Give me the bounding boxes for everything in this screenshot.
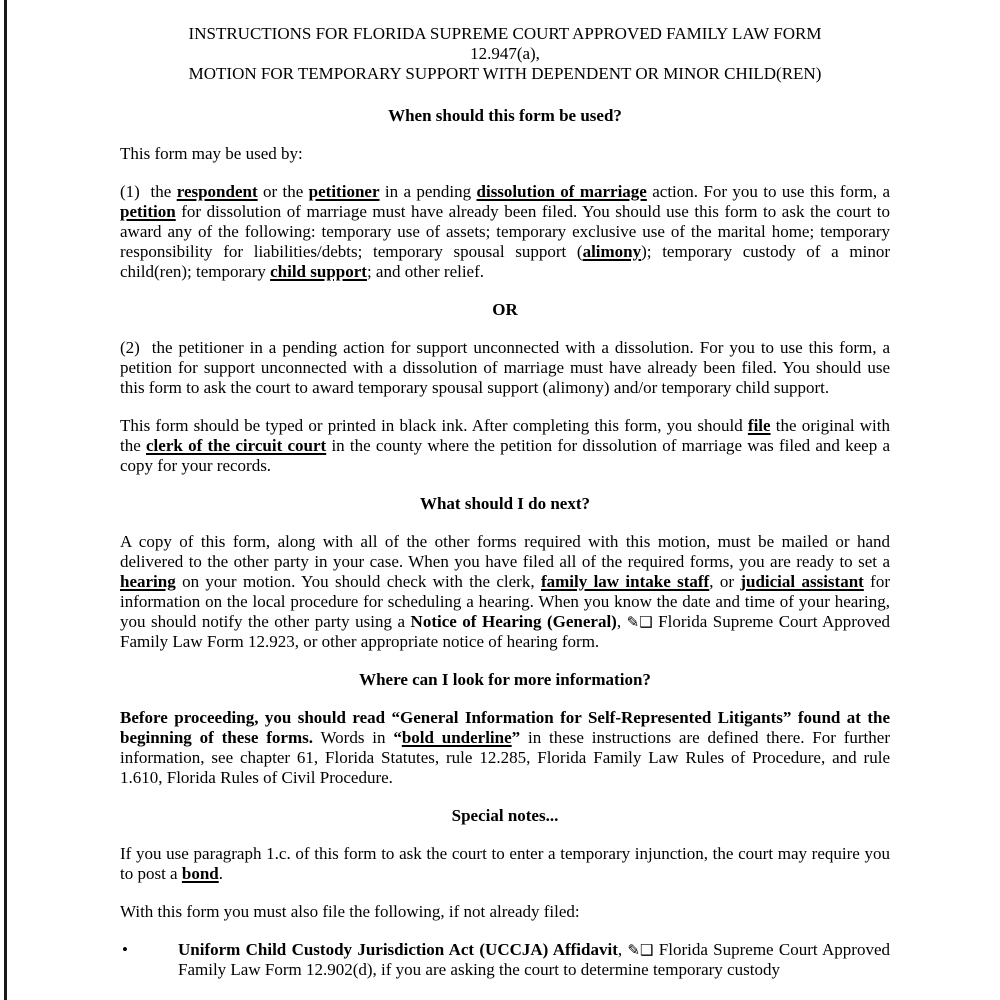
section-heading: What should I do next?: [419, 494, 591, 513]
bullet-item: [120, 940, 890, 980]
text-run: in a pending: [379, 182, 477, 201]
text-run: in these instructions are defined there. For further information, see chapter 61, Florida Statutes, rule 12.285, Florida Family Law Rules of Procedure, and rule 1.610, Florida Rules of Civil Procedure.: [120, 728, 890, 787]
text-run: in the county where the petition for dissolution of marriage was filed and keep a copy for your records.: [120, 436, 891, 475]
text-run: This form should be typed or printed in black ink. After completing this form, you should: [120, 416, 748, 435]
text-run: bold underline: [401, 728, 512, 747]
text-run: child support: [270, 262, 367, 281]
checkbox-icon: ❑: [639, 613, 653, 631]
paragraph: [120, 338, 890, 398]
title-line-1: INSTRUCTIONS FOR FLORIDA SUPREME COURT APPROVED FAMILY LAW FORM: [188, 24, 822, 43]
paragraph: [120, 144, 890, 164]
paragraph: [120, 182, 890, 282]
text-run: A copy of this form, along with all of the other forms required with this motion, must be mailed or hand delivered to the other party in your case. When you have filed all of the required forms, you are ready to set a: [120, 532, 890, 571]
text-run: hearing: [120, 572, 176, 591]
text-run: With this form you must also file the following, if not already filed:: [120, 902, 580, 921]
text-run: on your motion. You should check with the clerk,: [175, 572, 541, 591]
text-run: This form may be used by:: [120, 144, 303, 163]
page-edge-line: [4, 0, 7, 1000]
text-run: Florida Supreme Court Approved Family Law Form 12.902(d), if you are asking the court to determine temporary custody: [178, 940, 890, 979]
text-run: (1) the: [120, 182, 177, 201]
text-run: file: [747, 416, 771, 435]
paragraph: [120, 708, 890, 788]
text-run: ,: [617, 940, 628, 959]
text-run: ,: [616, 612, 627, 631]
text-run: alimony: [582, 242, 642, 261]
title-line-2: 12.947(a),: [470, 44, 540, 63]
title-line-3: MOTION FOR TEMPORARY SUPPORT WITH DEPENDENT OR MINOR CHILD(REN): [188, 64, 822, 83]
text-run: Words in: [312, 728, 394, 747]
text-run: for dissolution of marriage must have already been filed. You should use this form to ask the court to award any of the following: temporary use of assets; temporary exclusive use of the marital home; temporary responsibility for liabilities/debts; temporary spousal support (: [120, 202, 890, 261]
text-run: petitioner: [308, 182, 380, 201]
bullet-marker: •: [122, 940, 128, 959]
text-run: Before proceeding, you should read “General Information for Self-Represented Litigants” found at the beginning of these forms.: [120, 708, 890, 747]
text-run: the original with the: [120, 416, 891, 455]
text-run: petition: [120, 202, 176, 221]
text-run: action. For you to use this form, a: [646, 182, 890, 201]
text-run: If you use paragraph 1.c. of this form to ask the court to enter a temporary injunction, the court may require you to post a: [120, 844, 890, 883]
paragraph: [120, 844, 890, 884]
section-heading: Special notes...: [451, 806, 559, 825]
text-run: .: [218, 864, 223, 883]
text-run: or the: [257, 182, 309, 201]
pencil-icon: ✎: [627, 941, 640, 959]
text-run: ); temporary custody of a minor child(ren); temporary: [120, 242, 890, 281]
text-run: clerk of the circuit court: [146, 436, 327, 455]
text-run: Uniform Child Custody Jurisdiction Act (UCCJA) Affidavit: [178, 940, 618, 959]
section-heading: Where can I look for more information?: [359, 670, 651, 689]
text-run: , or: [709, 572, 741, 591]
paragraph: [120, 532, 890, 652]
section-heading: OR: [492, 300, 518, 319]
text-run: ”: [511, 728, 521, 747]
text-run: Florida Supreme Court Approved Family Law Form 12.923, or other appropriate notice of hearing form.: [120, 612, 890, 651]
text-run: for information on the local procedure for scheduling a hearing. When you know the date and time of your hearing, you should notify the other party using a: [120, 572, 890, 631]
text-run: dissolution of marriage: [476, 182, 647, 201]
document-content: [120, 24, 890, 998]
text-run: Notice of Hearing (General): [410, 612, 617, 631]
text-run: judicial assistant: [740, 572, 864, 591]
pencil-icon: ✎: [626, 613, 640, 631]
checkbox-icon: ❑: [640, 941, 654, 959]
text-run: (2) the petitioner in a pending action for support unconnected with a dissolution. For you to use this form, a petition for support unconnected with a dissolution of marriage must have already been filed. You should use this form to ask the court to award temporary spousal support (alimony) and/or temporary child support.: [120, 338, 890, 397]
text-run: bond: [181, 864, 219, 883]
text-run: respondent: [176, 182, 258, 201]
section-heading: When should this form be used?: [388, 106, 622, 125]
document-body: [120, 106, 890, 980]
document-title: [120, 24, 890, 84]
text-run: ; and other relief.: [366, 262, 485, 281]
text-run: family law intake staff: [540, 572, 710, 591]
paragraph: [120, 416, 890, 476]
paragraph: [120, 902, 890, 922]
text-run: “: [393, 728, 402, 747]
